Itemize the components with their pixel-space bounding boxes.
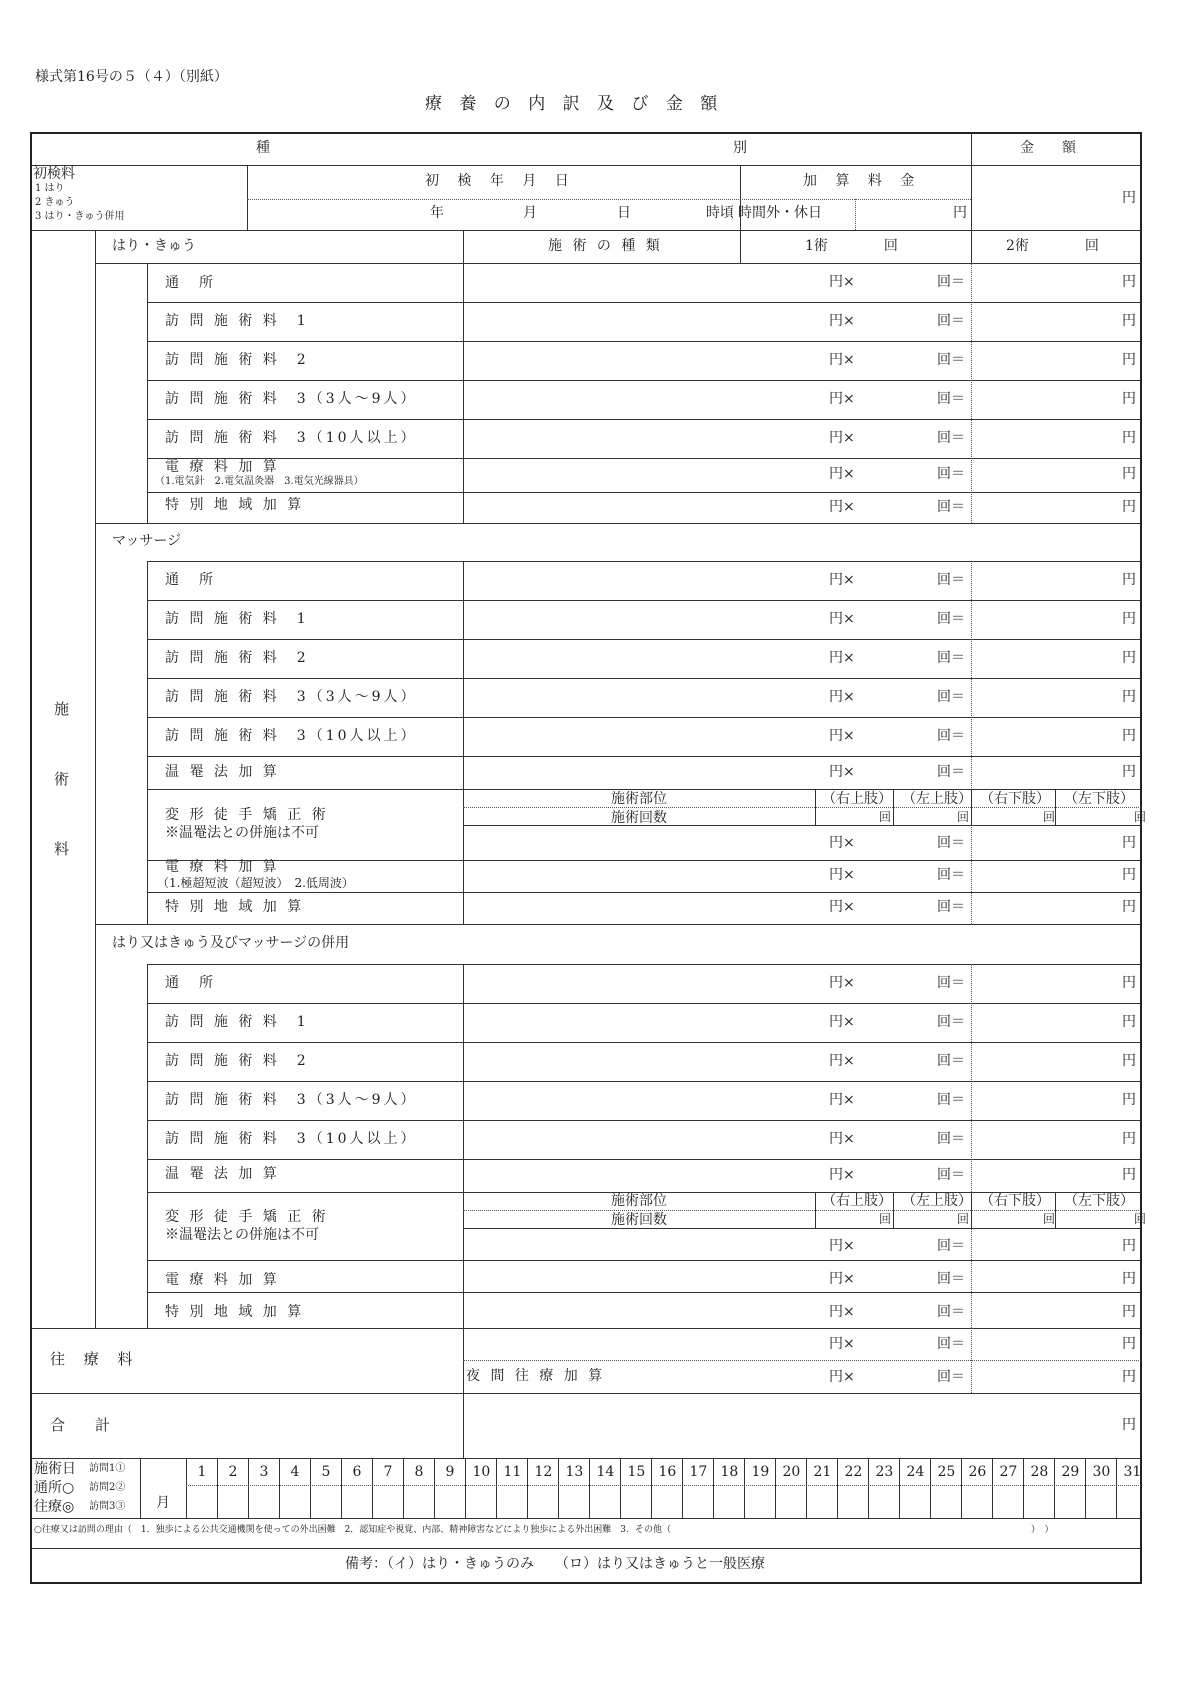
- unit-yen-times: 円×: [829, 611, 855, 627]
- grid-line-v: [463, 263, 464, 523]
- unit-kai-equals: 回＝: [937, 1304, 965, 1320]
- unit-yen-times: 円×: [829, 1336, 855, 1352]
- hari-row-tsusho: 通 所: [165, 275, 216, 291]
- grid-line-v: [806, 1458, 807, 1518]
- calendar-day-27: 27: [999, 1464, 1018, 1480]
- unit-yen-times: 円×: [829, 313, 855, 329]
- massage-denryo: 電 療 料 加 算: [165, 859, 280, 875]
- total-yen: 円: [1122, 1417, 1136, 1433]
- unit-yen-times: 円×: [829, 650, 855, 666]
- grid-line-v: [651, 1458, 652, 1518]
- unit-yen-times: 円×: [829, 1131, 855, 1147]
- unit-yen: 円: [1122, 1336, 1136, 1352]
- grid-line-v: [930, 1458, 931, 1518]
- unit-yen-times: 円×: [829, 499, 855, 515]
- unit-kai-equals: 回＝: [937, 867, 965, 883]
- grid-line-v: [775, 1458, 776, 1518]
- combined-row-tsusho: 通 所: [165, 975, 216, 991]
- hari-row-houmon3b: 訪 問 施 術 料 3（10人以上）: [165, 430, 418, 446]
- grid-line-h: [31, 1393, 1141, 1394]
- combined-limb-ll: （左下肢）: [1064, 1193, 1134, 1209]
- unit-yen: 円: [1122, 572, 1136, 588]
- shoken-amount-yen: 円: [1122, 190, 1136, 206]
- unit-kai-equals: 回＝: [937, 1131, 965, 1147]
- unit-kai-equals: 回＝: [937, 1336, 965, 1352]
- massage-denryo-sub: （1.極超短波（超短波） 2.低周波）: [157, 876, 354, 890]
- massage-limb-ru: （右上肢）: [822, 791, 892, 807]
- grid-line-v: [899, 1458, 900, 1518]
- grid-line-h: [147, 561, 1141, 562]
- unit-yen-times: 円×: [829, 1304, 855, 1320]
- unit-yen-times: 円×: [829, 352, 855, 368]
- yakan-ouryo-label: 夜 間 往 療 加 算: [466, 1368, 606, 1384]
- unit-yen: 円: [1122, 1014, 1136, 1030]
- unit-yen-times: 円×: [829, 391, 855, 407]
- grid-line-v: [893, 789, 894, 825]
- unit-yen: 円: [1122, 352, 1136, 368]
- date-month: 月: [523, 205, 537, 221]
- unit-kai-equals: 回＝: [937, 764, 965, 780]
- massage-row-houmon3b: 訪 問 施 術 料 3（10人以上）: [165, 728, 418, 744]
- unit-kai-equals: 回＝: [937, 499, 965, 515]
- grid-line-h: [147, 1081, 1141, 1082]
- shoken-opt-3: 3 はり・きゅう併用: [35, 211, 125, 222]
- grid-line-v: [463, 230, 464, 263]
- unit-kai: 回: [1134, 1212, 1147, 1226]
- unit-yen-times: 円×: [829, 764, 855, 780]
- kasan-yen: 円: [953, 205, 967, 221]
- unit-kai-equals: 回＝: [937, 1167, 965, 1183]
- grid-line-h: [95, 523, 1141, 524]
- grid-line-h: [147, 892, 1141, 893]
- grid-line-h: [31, 165, 1141, 166]
- grid-line-v: [372, 1458, 373, 1518]
- grid-line-v: [1055, 789, 1056, 825]
- grid-line-v: [1085, 1458, 1086, 1518]
- grid-line-v: [815, 789, 816, 825]
- massage-row-onanpo: 温 罨 法 加 算: [165, 764, 280, 780]
- massage-henkei: 変 形 徒 手 矯 正 術: [165, 807, 329, 823]
- remarks: 備考：（イ）はり・きゅうのみ （ロ）はり又はきゅうと一般医療: [345, 1556, 765, 1572]
- unit-kai-equals: 回＝: [937, 391, 965, 407]
- massage-row-tsusho: 通 所: [165, 572, 216, 588]
- grid-line-v: [815, 1192, 816, 1228]
- hari-section-title: はり・きゅう: [112, 238, 196, 254]
- grid-line-h: [147, 380, 1141, 381]
- col-betsu-label: 別: [733, 140, 747, 156]
- col-kind-label: 種: [256, 140, 270, 156]
- legend-shijutsubi: 施術日: [34, 1461, 76, 1477]
- calendar-day-4: 4: [290, 1464, 300, 1480]
- hari-denryo-sub: （1.電気針 2.電気温灸器 3.電気光線器具）: [155, 476, 364, 487]
- grid-line-v: [971, 964, 972, 1328]
- grid-line-v: [971, 561, 972, 924]
- unit-kai-equals: 回＝: [937, 274, 965, 290]
- grid-line-h: [463, 1228, 1141, 1229]
- grid-line-v: [971, 133, 972, 263]
- unit-yen: 円: [1122, 1238, 1136, 1254]
- grid-line-v: [463, 964, 464, 1328]
- unit-yen-times: 円×: [829, 899, 855, 915]
- calendar-day-29: 29: [1061, 1464, 1080, 1480]
- grid-line-h: [95, 924, 1141, 925]
- grid-line-h: [147, 717, 1141, 718]
- combined-section-title: はり又はきゅう及びマッサージの併用: [112, 935, 350, 951]
- massage-row-houmon2: 訪 問 施 術 料 2: [165, 650, 309, 666]
- unit-yen-times: 円×: [829, 430, 855, 446]
- unit-kai-equals: 回＝: [937, 352, 965, 368]
- unit-kai-equals: 回＝: [937, 572, 965, 588]
- grid-line-v: [463, 561, 464, 924]
- grid-line-v: [279, 1458, 280, 1518]
- grid-line-h: [147, 789, 1141, 790]
- grid-line-h: [147, 639, 1141, 640]
- hari-row-houmon1: 訪 問 施 術 料 1: [165, 313, 309, 329]
- grid-line-v: [247, 165, 248, 230]
- grid-line-h: [147, 860, 1141, 861]
- unit-kai-equals: 回＝: [937, 899, 965, 915]
- calendar-day-9: 9: [445, 1464, 455, 1480]
- massage-kaisu-label: 施術回数: [611, 810, 667, 826]
- shoken-opt-1: 1 はり: [35, 183, 65, 194]
- date-day: 日: [617, 205, 631, 221]
- grid-line-h: [463, 807, 1141, 808]
- combined-henkei-note: ※温罨法との併施は不可: [165, 1227, 319, 1243]
- unit-yen-times: 円×: [829, 728, 855, 744]
- grid-line-v: [186, 1458, 187, 1518]
- legend-houmon1: 訪問1①: [89, 1463, 126, 1474]
- massage-limb-lu: （左上肢）: [902, 791, 972, 807]
- unit-kai-equals: 回＝: [937, 313, 965, 329]
- unit-kai-equals: 回＝: [937, 835, 965, 851]
- grid-line-v: [147, 561, 148, 924]
- massage-henkei-note: ※温罨法との併施は不可: [165, 825, 319, 841]
- combined-henkei: 変 形 徒 手 矯 正 術: [165, 1209, 329, 1225]
- grid-line-v: [403, 1458, 404, 1518]
- grid-line-v: [1054, 1458, 1055, 1518]
- hari-row-tokubetsu: 特 別 地 域 加 算: [165, 497, 305, 513]
- calendar-day-12: 12: [534, 1464, 553, 1480]
- unit-kai-equals: 回＝: [937, 466, 965, 482]
- massage-limb-rl: （右下肢）: [980, 791, 1050, 807]
- hari-jutsu1: 1術 回: [805, 238, 898, 254]
- calendar-day-24: 24: [906, 1464, 925, 1480]
- visit-reason-note: ○往療又は訪問の理由（ 1．独歩による公共交通機関を使っての外出困難 2．認知症や視覚、内部、精神障害などにより独歩による外出困難 3．その他（ ） ）: [34, 1525, 1054, 1535]
- combined-row-houmon1: 訪 問 施 術 料 1: [165, 1014, 309, 1030]
- unit-yen: 円: [1122, 899, 1136, 915]
- grid-line-h: [31, 1458, 1141, 1459]
- unit-kai: 回: [1043, 810, 1056, 824]
- calendar-day-18: 18: [720, 1464, 739, 1480]
- grid-line-v: [620, 1458, 621, 1518]
- unit-kai-equals: 回＝: [937, 1271, 965, 1287]
- grid-line-h: [31, 230, 1141, 231]
- massage-limb-ll: （左下肢）: [1064, 791, 1134, 807]
- unit-yen-times: 円×: [829, 1092, 855, 1108]
- grid-line-v: [248, 1458, 249, 1518]
- unit-yen-times: 円×: [829, 867, 855, 883]
- grid-line-v: [744, 1458, 745, 1518]
- unit-yen-times: 円×: [829, 274, 855, 290]
- hari-row-houmon3a: 訪 問 施 術 料 3（3人～9人）: [165, 391, 418, 407]
- calendar-day-11: 11: [503, 1464, 522, 1480]
- grid-line-v: [893, 1192, 894, 1228]
- grid-line-h: [186, 1485, 1141, 1486]
- total-label: 合 計: [50, 1416, 111, 1434]
- calendar-month-label: 月: [156, 1495, 170, 1511]
- unit-yen: 円: [1122, 867, 1136, 883]
- combined-kaisu-label: 施術回数: [611, 1212, 667, 1228]
- unit-yen-times: 円×: [829, 1271, 855, 1287]
- grid-line-h: [147, 1042, 1141, 1043]
- grid-line-v: [310, 1458, 311, 1518]
- massage-section-title: マッサージ: [112, 533, 182, 549]
- unit-yen: 円: [1122, 689, 1136, 705]
- grid-line-v: [147, 964, 148, 1328]
- grid-line-h: [147, 756, 1141, 757]
- legend-ouryo: 往療◎: [34, 1499, 75, 1515]
- unit-kai-equals: 回＝: [937, 611, 965, 627]
- unit-kai-equals: 回＝: [937, 1014, 965, 1030]
- grid-line-h: [147, 302, 1141, 303]
- unit-yen: 円: [1122, 835, 1136, 851]
- grid-line-v: [147, 263, 148, 523]
- unit-kai: 回: [957, 810, 970, 824]
- massage-bui-label: 施術部位: [611, 791, 667, 807]
- page-title: 療 養 の 内 訳 及 び 金 額: [425, 94, 724, 114]
- massage-row-houmon1: 訪 問 施 術 料 1: [165, 611, 309, 627]
- grid-line-h: [247, 199, 971, 200]
- grid-line-v: [961, 1458, 962, 1518]
- unit-kai: 回: [879, 1212, 892, 1226]
- grid-line-h: [31, 1518, 1141, 1519]
- unit-yen: 円: [1122, 391, 1136, 407]
- unit-yen-times: 円×: [829, 1238, 855, 1254]
- jikangai-label: 時間外・休日: [738, 205, 822, 221]
- calendar-day-15: 15: [627, 1464, 646, 1480]
- ouryo-label: 往 療 料: [50, 1350, 140, 1368]
- grid-line-h: [463, 1210, 1141, 1211]
- unit-yen-times: 円×: [829, 835, 855, 851]
- shoken-date-label: 初 検 年 月 日: [425, 173, 576, 189]
- unit-yen: 円: [1122, 1271, 1136, 1287]
- unit-kai: 回: [1134, 810, 1147, 824]
- unit-yen: 円: [1122, 764, 1136, 780]
- shijutsu-label-2: 術: [54, 770, 70, 788]
- unit-yen: 円: [1122, 1304, 1136, 1320]
- unit-yen-times: 円×: [829, 689, 855, 705]
- calendar-day-22: 22: [844, 1464, 863, 1480]
- unit-yen: 円: [1122, 1053, 1136, 1069]
- grid-line-v: [341, 1458, 342, 1518]
- grid-line-h: [31, 1328, 1141, 1329]
- grid-line-v: [527, 1458, 528, 1518]
- calendar-day-30: 30: [1092, 1464, 1111, 1480]
- unit-yen: 円: [1122, 1369, 1136, 1385]
- unit-kai: 回: [1043, 1212, 1056, 1226]
- unit-yen: 円: [1122, 274, 1136, 290]
- combined-limb-ru: （右上肢）: [822, 1193, 892, 1209]
- calendar-day-3: 3: [259, 1464, 269, 1480]
- date-hour: 時頃: [706, 205, 734, 221]
- grid-line-h: [147, 419, 1141, 420]
- unit-yen: 円: [1122, 611, 1136, 627]
- unit-yen: 円: [1122, 1131, 1136, 1147]
- grid-line-h: [147, 263, 1141, 264]
- unit-kai-equals: 回＝: [937, 689, 965, 705]
- grid-line-h: [147, 341, 1141, 342]
- legend-houmon3: 訪問3③: [89, 1501, 126, 1512]
- unit-kai-equals: 回＝: [937, 728, 965, 744]
- unit-yen-times: 円×: [829, 1167, 855, 1183]
- grid-line-v: [855, 199, 856, 230]
- grid-line-h: [147, 678, 1141, 679]
- form-frame: [30, 132, 1142, 1584]
- combined-tokubetsu: 特 別 地 域 加 算: [165, 1304, 305, 1320]
- unit-kai-equals: 回＝: [937, 1092, 965, 1108]
- unit-yen: 円: [1122, 728, 1136, 744]
- grid-line-v: [589, 1458, 590, 1518]
- calendar-day-2: 2: [228, 1464, 238, 1480]
- unit-yen: 円: [1122, 499, 1136, 515]
- calendar-day-10: 10: [472, 1464, 491, 1480]
- grid-line-v: [558, 1458, 559, 1518]
- combined-denryo: 電 療 料 加 算: [165, 1272, 280, 1288]
- unit-yen: 円: [1122, 1092, 1136, 1108]
- calendar-day-1: 1: [197, 1464, 207, 1480]
- kasan-label: 加 算 料 金: [803, 173, 922, 189]
- calendar-day-21: 21: [813, 1464, 832, 1480]
- unit-yen: 円: [1122, 466, 1136, 482]
- calendar-day-5: 5: [321, 1464, 331, 1480]
- calendar-day-26: 26: [968, 1464, 987, 1480]
- calendar-day-16: 16: [658, 1464, 677, 1480]
- combined-row-houmon3a: 訪 問 施 術 料 3（3人～9人）: [165, 1092, 418, 1108]
- calendar-day-25: 25: [937, 1464, 956, 1480]
- combined-row-houmon3b: 訪 問 施 術 料 3（10人以上）: [165, 1131, 418, 1147]
- calendar-day-31: 31: [1123, 1464, 1142, 1480]
- grid-line-v: [682, 1458, 683, 1518]
- unit-yen-times: 円×: [829, 572, 855, 588]
- unit-yen-times: 円×: [829, 466, 855, 482]
- combined-limb-lu: （左上肢）: [902, 1193, 972, 1209]
- grid-line-v: [217, 1458, 218, 1518]
- legend-houmon2: 訪問2②: [89, 1482, 126, 1493]
- grid-line-h: [147, 1292, 1141, 1293]
- massage-tokubetsu: 特 別 地 域 加 算: [165, 899, 305, 915]
- combined-limb-rl: （右下肢）: [980, 1193, 1050, 1209]
- col-amount-label: 金 額: [1020, 140, 1076, 156]
- grid-line-h: [147, 600, 1141, 601]
- grid-line-v: [140, 1458, 141, 1518]
- unit-kai-equals: 回＝: [937, 1238, 965, 1254]
- grid-line-v: [465, 1458, 466, 1518]
- combined-row-onanpo: 温 罨 法 加 算: [165, 1166, 280, 1182]
- grid-line-h: [147, 964, 1141, 965]
- grid-line-h: [147, 1003, 1141, 1004]
- unit-yen-times: 円×: [829, 1369, 855, 1385]
- unit-yen: 円: [1122, 975, 1136, 991]
- unit-yen-times: 円×: [829, 1053, 855, 1069]
- hari-jutsu2: 2術 回: [1006, 238, 1099, 254]
- grid-line-v: [463, 1393, 464, 1458]
- unit-kai-equals: 回＝: [937, 1369, 965, 1385]
- calendar-day-14: 14: [596, 1464, 615, 1480]
- grid-line-v: [837, 1458, 838, 1518]
- shijutsu-label-3: 料: [54, 840, 70, 858]
- grid-line-h: [147, 1260, 1141, 1261]
- unit-yen: 円: [1122, 430, 1136, 446]
- grid-line-v: [868, 1458, 869, 1518]
- date-year: 年: [430, 205, 444, 221]
- shoken-label: 初検料: [33, 166, 75, 182]
- grid-line-h: [31, 1548, 1141, 1549]
- grid-line-h: [147, 492, 1141, 493]
- grid-line-v: [1023, 1458, 1024, 1518]
- grid-line-v: [971, 263, 972, 523]
- grid-line-v: [434, 1458, 435, 1518]
- grid-line-h: [147, 458, 1141, 459]
- calendar-day-20: 20: [782, 1464, 801, 1480]
- calendar-day-19: 19: [751, 1464, 770, 1480]
- calendar-day-8: 8: [414, 1464, 424, 1480]
- shoken-opt-2: 2 きゅう: [35, 197, 75, 208]
- unit-yen: 円: [1122, 313, 1136, 329]
- unit-yen-times: 円×: [829, 1014, 855, 1030]
- unit-yen: 円: [1122, 1167, 1136, 1183]
- shijutsu-label-1: 施: [54, 700, 70, 718]
- grid-line-v: [496, 1458, 497, 1518]
- grid-line-h: [147, 1159, 1141, 1160]
- unit-yen-times: 円×: [829, 975, 855, 991]
- grid-line-h: [463, 1360, 1141, 1361]
- combined-row-houmon2: 訪 問 施 術 料 2: [165, 1053, 309, 1069]
- calendar-day-6: 6: [352, 1464, 362, 1480]
- massage-row-houmon3a: 訪 問 施 術 料 3（3人～9人）: [165, 689, 418, 705]
- grid-line-v: [95, 230, 96, 1328]
- unit-kai-equals: 回＝: [937, 975, 965, 991]
- grid-line-h: [147, 1120, 1141, 1121]
- calendar-day-13: 13: [565, 1464, 584, 1480]
- unit-kai: 回: [957, 1212, 970, 1226]
- combined-bui-label: 施術部位: [611, 1193, 667, 1209]
- calendar-day-28: 28: [1030, 1464, 1049, 1480]
- hari-row-denryo: 電 療 料 加 算: [165, 459, 280, 475]
- unit-kai: 回: [879, 810, 892, 824]
- form-number: 様式第16号の５（４）（別紙）: [35, 69, 228, 85]
- grid-line-h: [463, 825, 1141, 826]
- calendar-day-23: 23: [875, 1464, 894, 1480]
- calendar-day-17: 17: [689, 1464, 708, 1480]
- grid-line-v: [1055, 1192, 1056, 1228]
- legend-tsusho: 通所○: [34, 1480, 75, 1496]
- calendar-day-7: 7: [383, 1464, 393, 1480]
- grid-line-v: [713, 1458, 714, 1518]
- unit-yen: 円: [1122, 650, 1136, 666]
- unit-kai-equals: 回＝: [937, 430, 965, 446]
- unit-kai-equals: 回＝: [937, 1053, 965, 1069]
- unit-kai-equals: 回＝: [937, 650, 965, 666]
- grid-line-v: [992, 1458, 993, 1518]
- hari-type-label: 施 術 の 種 類: [548, 238, 663, 254]
- grid-line-v: [1116, 1458, 1117, 1518]
- hari-row-houmon2: 訪 問 施 術 料 2: [165, 352, 309, 368]
